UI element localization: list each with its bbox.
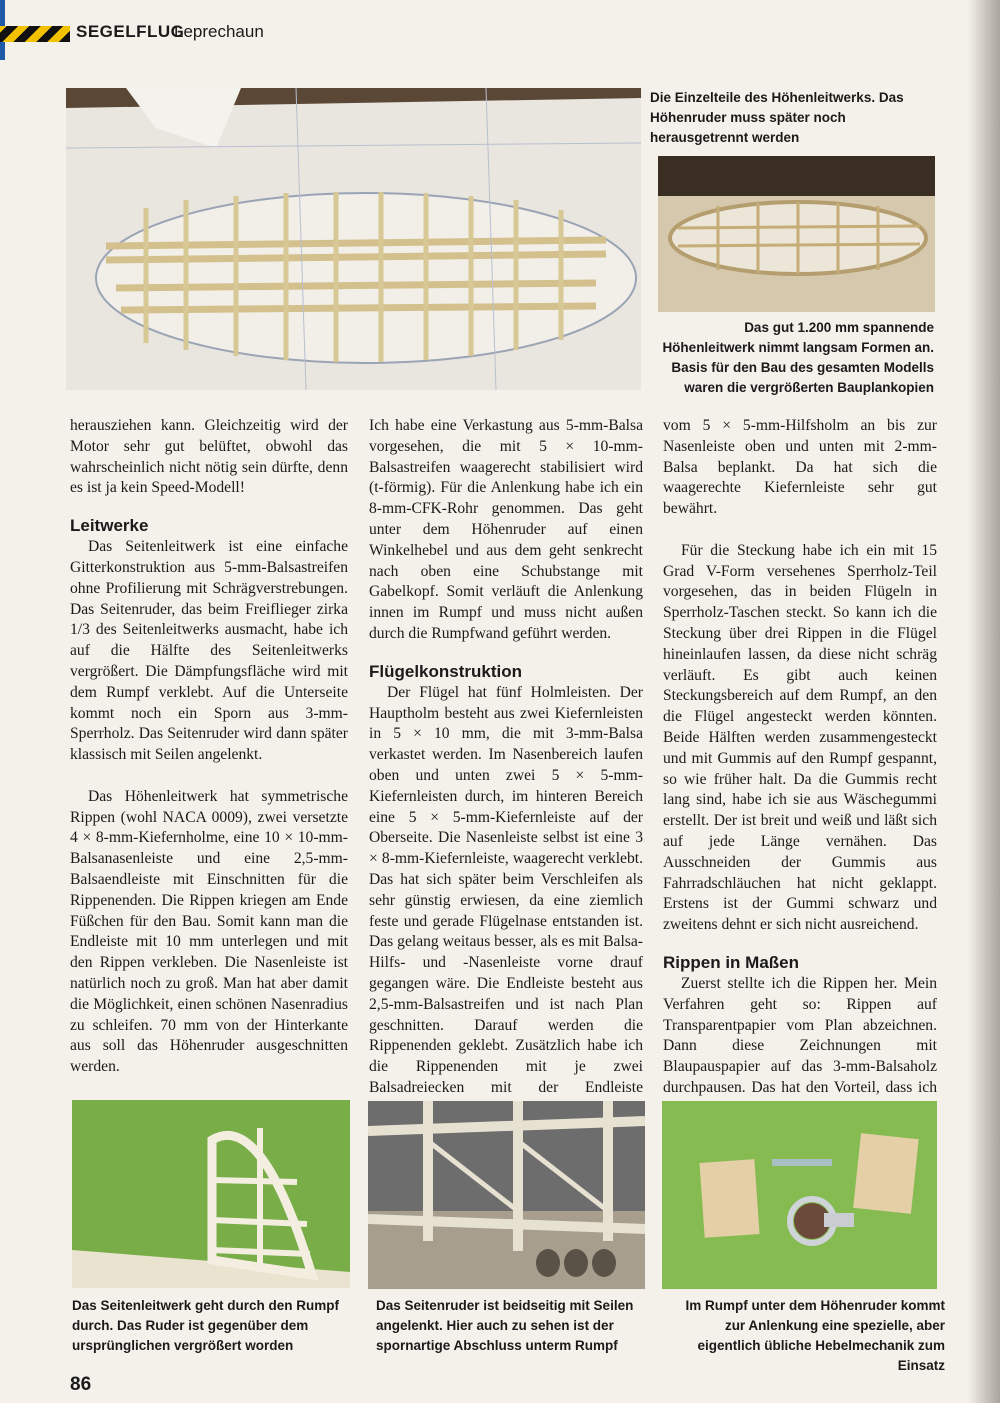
section-title: SEGELFLUG xyxy=(76,22,185,41)
photo-lever-mechanism xyxy=(662,1101,937,1289)
paragraph: herausziehen kann. Gleichzeitig wird der Motor sehr gut belüftet, obwohl das wahrscheinlich nicht nötig sein dürfte, denn es ist ja kein Speed-Modell! xyxy=(70,417,348,497)
paragraph: Das Seitenleitwerk ist eine einfache Gitterkonstruktion aus 5-mm-Balsastreifen ohne Profilierung mit Schrägverstrebungen. Das Seitenruder, das beim Freiflieger zirka 1/3 des Seitenleitwerks ausmacht, habe ich auf die Hälfte des Seitenleitwerks vergrößert. Die Dämpfungsfläche wird mit dem Rumpf verklebt. Auf die Unterseite kommt noch ein Sporn aus 3-mm-Sperrholz. Das Seitenruder wird dann später klassisch mit Seilen angelenkt. xyxy=(70,538,348,764)
article-title: Leprechaun xyxy=(174,22,264,41)
caption-bottom-2: Das Seitenruder ist beidseitig mit Seilen angelenkt. Hier auch zu sehen ist der spornartige Abschluss unterm Rumpf xyxy=(376,1298,634,1353)
text-column-2 xyxy=(369,416,643,1120)
caption-top-right-1: Die Einzelteile des Höhenleitwerks. Das Höhenruder muss später noch herausgetrennt werden xyxy=(650,90,904,145)
heading-fluegelkonstruktion: Flügelkonstruktion xyxy=(369,661,522,681)
heading-rippen: Rippen in Maßen xyxy=(663,952,799,972)
paragraph: vom 5 × 5-mm-Hilfsholm an bis zur Nasenleiste oben und unten mit 2-mm-Balsa beplankt. Da hat sich die waagerechte Kiefernleiste sehr gut bewährt. xyxy=(663,417,937,518)
page-gutter-shadow xyxy=(968,0,1000,1403)
photo-stabilizer-frame xyxy=(658,156,935,312)
paragraph: Zuerst stellte ich die Rippen her. Mein Verfahren geht so: Rippen auf Transparentpapier vom Plan abzeichnen. Dann diese Zeichnungen mit Blaupauspapier auf das 3-mm-Balsaholz durchpausen. Das hat den Vorteil, dass ich xyxy=(663,974,937,1096)
photo-tail-parts xyxy=(66,88,641,390)
hazard-stripe-logo xyxy=(0,26,70,42)
paragraph: Ich habe eine Verkastung aus 5-mm-Balsa vorgesehen, die mit 5 × 10-mm-Balsastreifen waagerecht stabilisiert wird (t-förmig). Für die Anlenkung habe ich ein 8-mm-CFK-Rohr genommen. Das geht unter dem Höhenruder auf einen Winkelhebel und aus dem geht senkrecht nach oben eine Schubstange mit Gabelkopf. Somit verläuft die Anlenkung innen im Rumpf und muss nicht außen durch die Rumpfwand geführt werden. xyxy=(369,417,643,642)
paragraph: Für die Steckung habe ich ein mit 15 Grad V-Form versehenes Sperrholz-Teil vorgesehen, das in beiden Flügeln in Sperrholz-Taschen steckt. So kann ich die Steckung über drei Rippen in die Flügel hineinlaufen lassen, da diese nicht schräg verläuft. Es gibt auch keinen Steckungsbereich auf dem Rumpf, an den die Flügel angesteckt werden könnten. Beide Hälften werden zusammengesteckt und mit Gummis auf den Rumpf gespannt, so wie früher halt. Da die Gummis recht lang sind, habe ich sie aus Wäschegummi erstellt. Der ist breit und weiß und läßt sich auf jede Länge vernähen. Das Ausschneiden der Gummis aus Fahrradschläuchen hat nicht geklappt. Erstens ist der Gummi schwarz und zweitens dehnt er sich nicht ausreichend. xyxy=(663,541,937,934)
photo-rudder xyxy=(72,1100,350,1288)
caption-top-right-2: Das gut 1.200 mm spannende Höhenleitwerk nimmt langsam Formen an. Basis für den Bau des gesamten Modells waren die vergrößerten Bauplankopien xyxy=(662,320,934,395)
text-column-3 xyxy=(663,416,937,1140)
paragraph: Das Höhenleitwerk hat symmetrische Rippen (wohl NACA 0009), zwei versetzte 4 × 8-mm-Kiefernholme, eine 10 × 10-mm-Balsanasenleiste und eine 2,5-mm-Balsaendleiste mit Einschnitten für die Rippenenden. Die Rippen kriegen am Ende Füßchen für den Bau. Somit kann man die Endleiste mit 10 mm unterlegen und mit den Rippen verkleben. Die Nasenleiste ist natürlich noch zu groß. Man hat aber damit die Möglichkeit, einen schönen Nasenradius zu schleifen. 70 mm von der Hinterkante aus soll das Höhenruder ausgeschnitten werden. xyxy=(70,787,348,1076)
text-column-1 xyxy=(70,416,348,1078)
heading-leitwerke: Leitwerke xyxy=(70,516,149,536)
caption-bottom-3: Im Rumpf unter dem Höhenruder kommt zur Anlenkung eine spezielle, aber eigentlich übliche Hebelmechanik zum Einsatz xyxy=(685,1298,945,1373)
paragraph: Der Flügel hat fünf Holmleisten. Der Hauptholm besteht aus zwei Kiefernleisten in 5 × 10 mm, die mit 3-mm-Balsa verkastet werden. Im Nasenbereich laufen oben und unten zwei 5 × 5-mm-Kiefernleisten durch, im hinteren Bereich eine 5 × 5-mm-Kiefernleiste auf der Oberseite. Die Nasenleiste selbst ist eine 3 × 8-mm-Kiefernleiste, waagerecht verklebt. Das hat sich später beim Verschleifen als sehr günstig erwiesen, da eine ziemlich feste und gerade Flügelnase entstanden ist. Das gelang weitaus besser, als es mit Balsa-Hilfs- und -Nasenleiste vorne drauf gegangen wäre. Die Endleiste besteht aus 2,5-mm-Balsastreifen und ist nach Plan geschnitten. Darauf werden die Rippenenden geklebt. Zusätzlich habe ich die Rippenenden mit je zwei Balsadreiecken mit der Endleiste xyxy=(369,683,643,1096)
caption-bottom-1: Das Seitenleitwerk geht durch den Rumpf durch. Das Ruder ist gegenüber dem ursprünglichen vergrößert worden xyxy=(72,1298,340,1353)
photo-fuselage-tail xyxy=(368,1101,645,1289)
page-number: 86 xyxy=(70,1374,92,1395)
